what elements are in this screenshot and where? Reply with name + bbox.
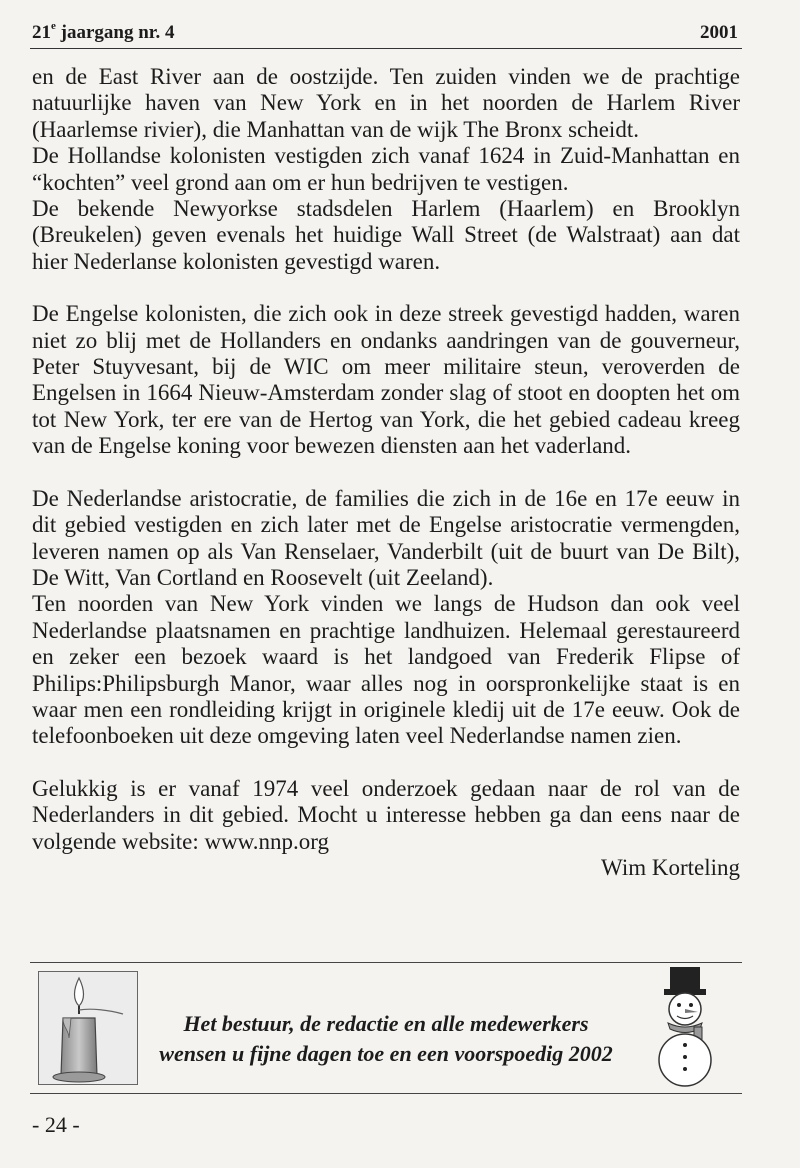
paragraph-2: De Engelse kolonisten, die zich ook in deze streek gevestigd hadden, waren niet zo blij met de Hollanders en ondanks aandringen van de gouverneur, Peter Stuyvesant, bij de WIC om meer militaire steun, veroverden de Engelsen in 1664 Nieuw-Amsterdam zonder slag of stoot en doopten het om tot New York, ter ere van de Hertog van York, die het gebied cadeau kreeg van de Engelse koning voor bewezen diensten aan het vaderland. [32, 301, 740, 459]
article-body [32, 64, 740, 907]
holiday-greeting-text [140, 1009, 632, 1069]
issue-label [32, 22, 174, 44]
paragraph-3-line-2: Ten noorden van New York vinden we langs de Hudson dan ook veel Nederlandse plaatsnamen en prachtige landhuizen. Helemaal gerestaureerd en zeker een bezoek waard is het landgoed van Frederik Flipse of Philips:Philipsburgh Manor, waar alles nog in oorspronkelijke staat is en waar men een rondleiding krijgt in originele kledij uit de 17e eeuw. Ook de telefoonboeken uit deze omgeving laten veel Nederlandse namen zien. [32, 591, 740, 749]
author-signature: Wim Korteling [601, 854, 740, 880]
header-divider [30, 48, 742, 49]
candle-icon [38, 971, 138, 1085]
page-header [32, 18, 738, 44]
issue-number: 21 [32, 22, 51, 43]
issue-suffix: e [51, 20, 56, 32]
paragraph-1-line-3: De bekende Newyorkse stadsdelen Harlem (Haarlem) en Brooklyn (Breukelen) geven evenals het huidige Wall Street (de Walstraat) aan dat hier Nederlanse kolonisten gevestigd waren. [32, 196, 740, 274]
page-number: - 24 - [32, 1112, 80, 1137]
greeting-line-1: Het bestuur, de redactie en alle medewerkers [183, 1011, 589, 1036]
issue-year: 2001 [700, 22, 738, 43]
paragraph-3-line-1: De Nederlandse aristocratie, de families die zich in de 16e en 17e eeuw in dit gebied vestigden en zich later met de Engelse aristocratie vermengden, leveren namen op als Van Renselaer, Vanderbilt (uit de buurt van De Bilt), De Witt, Van Cortland en Roosevelt (uit Zeeland). [32, 485, 740, 590]
paragraph-1-line-2: De Hollandse kolonisten vestigden zich vanaf 1624 in Zuid-Manhattan en “kochten” veel grond aan om er hun bedrijven te vestigen. [32, 143, 740, 195]
greeting-line-2: wensen u fijne dagen toe en een voorspoedig 2002 [159, 1041, 613, 1066]
paragraph-1-line-1: en de East River aan de oostzijde. Ten zuiden vinden we de prachtige natuurlijke haven van New York en in het noorden de Harlem River (Haarlemse rivier), die Manhattan van de wijk The Bronx scheidt. [32, 64, 740, 142]
issue-rest: jaargang nr. 4 [55, 22, 175, 43]
holiday-greeting-box [30, 962, 742, 1094]
snowman-icon [646, 965, 724, 1089]
paragraph-4: Gelukkig is er vanaf 1974 veel onderzoek gedaan naar de rol van de Nederlanders in dit gebied. Mocht u interesse hebben ga dan eens naar de volgende website: www.nnp.org [32, 775, 740, 854]
